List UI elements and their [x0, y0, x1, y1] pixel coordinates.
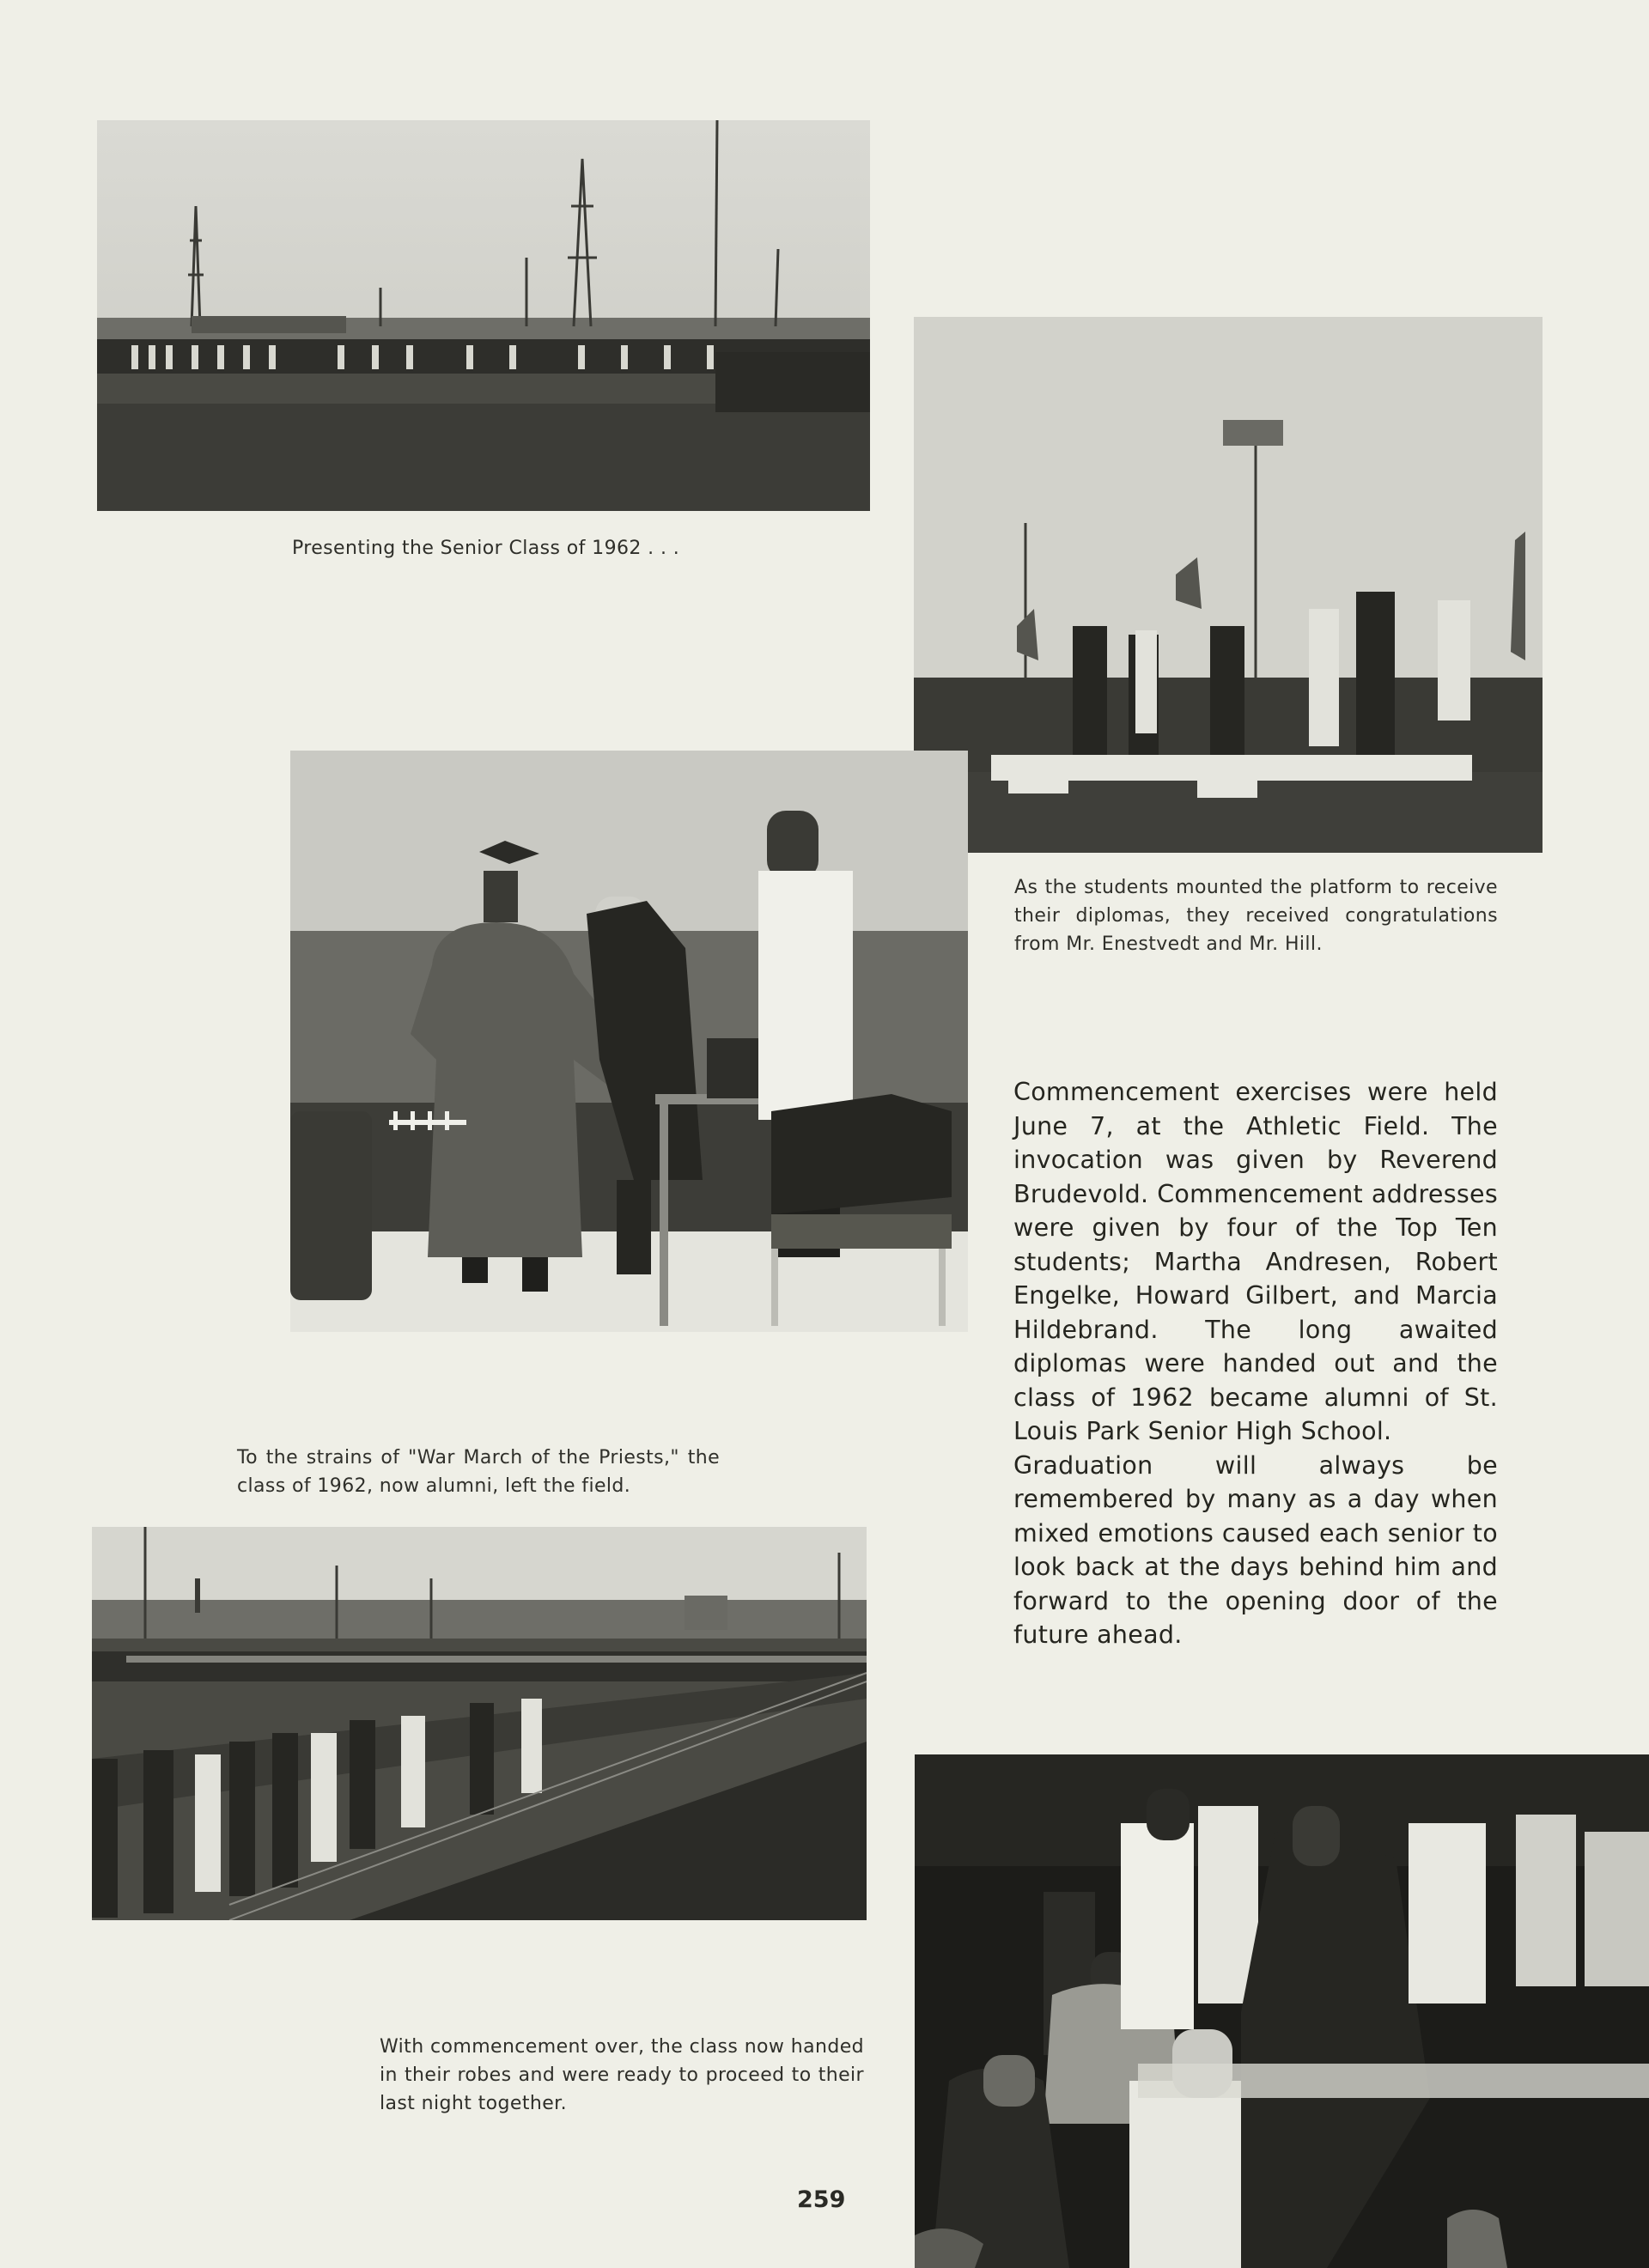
page-number: 259: [797, 2186, 846, 2213]
photo-handing-in-robes: [915, 1754, 1649, 2268]
photo-procession-leaving: [92, 1527, 867, 1920]
photo-diploma-platform: [914, 317, 1543, 853]
photo-senior-class-field: [97, 120, 870, 511]
caption-diploma-platform: As the students mounted the platform to receive their diplomas, they received congratulations from Mr. Enestvedt and Mr. Hill.: [1014, 877, 1498, 955]
commencement-article: [1013, 1075, 1498, 1652]
caption-war-march: To the strains of "War March of the Priests," the class of 1962, now alumni, left the field.: [237, 1447, 720, 1497]
article-paragraph-2: Graduation will always be remembered by many as a day when mixed emotions caused each senior to look back at the days behind him and forward to the opening door of the future ahead.: [1013, 1450, 1498, 1649]
caption-senior-class: Presenting the Senior Class of 1962 . . .: [292, 538, 680, 559]
article-paragraph-1: Commencement exercises were held June 7, at the Athletic Field. The invocation was given by Reverend Brudevold. Commencement addresses were given by four of the Top Ten students; Martha Andresen, Robert Engelke, Howard Gilbert, and Marcia Hildebrand. The long awaited diplomas were handed out and the class of 1962 became alumni of St. Louis Park Senior High School.: [1013, 1078, 1498, 1445]
caption-robes: With commencement over, the class now handed in their robes and were ready to proceed to their last night together.: [380, 2036, 864, 2114]
photo-diploma-handshake: [290, 751, 968, 1332]
